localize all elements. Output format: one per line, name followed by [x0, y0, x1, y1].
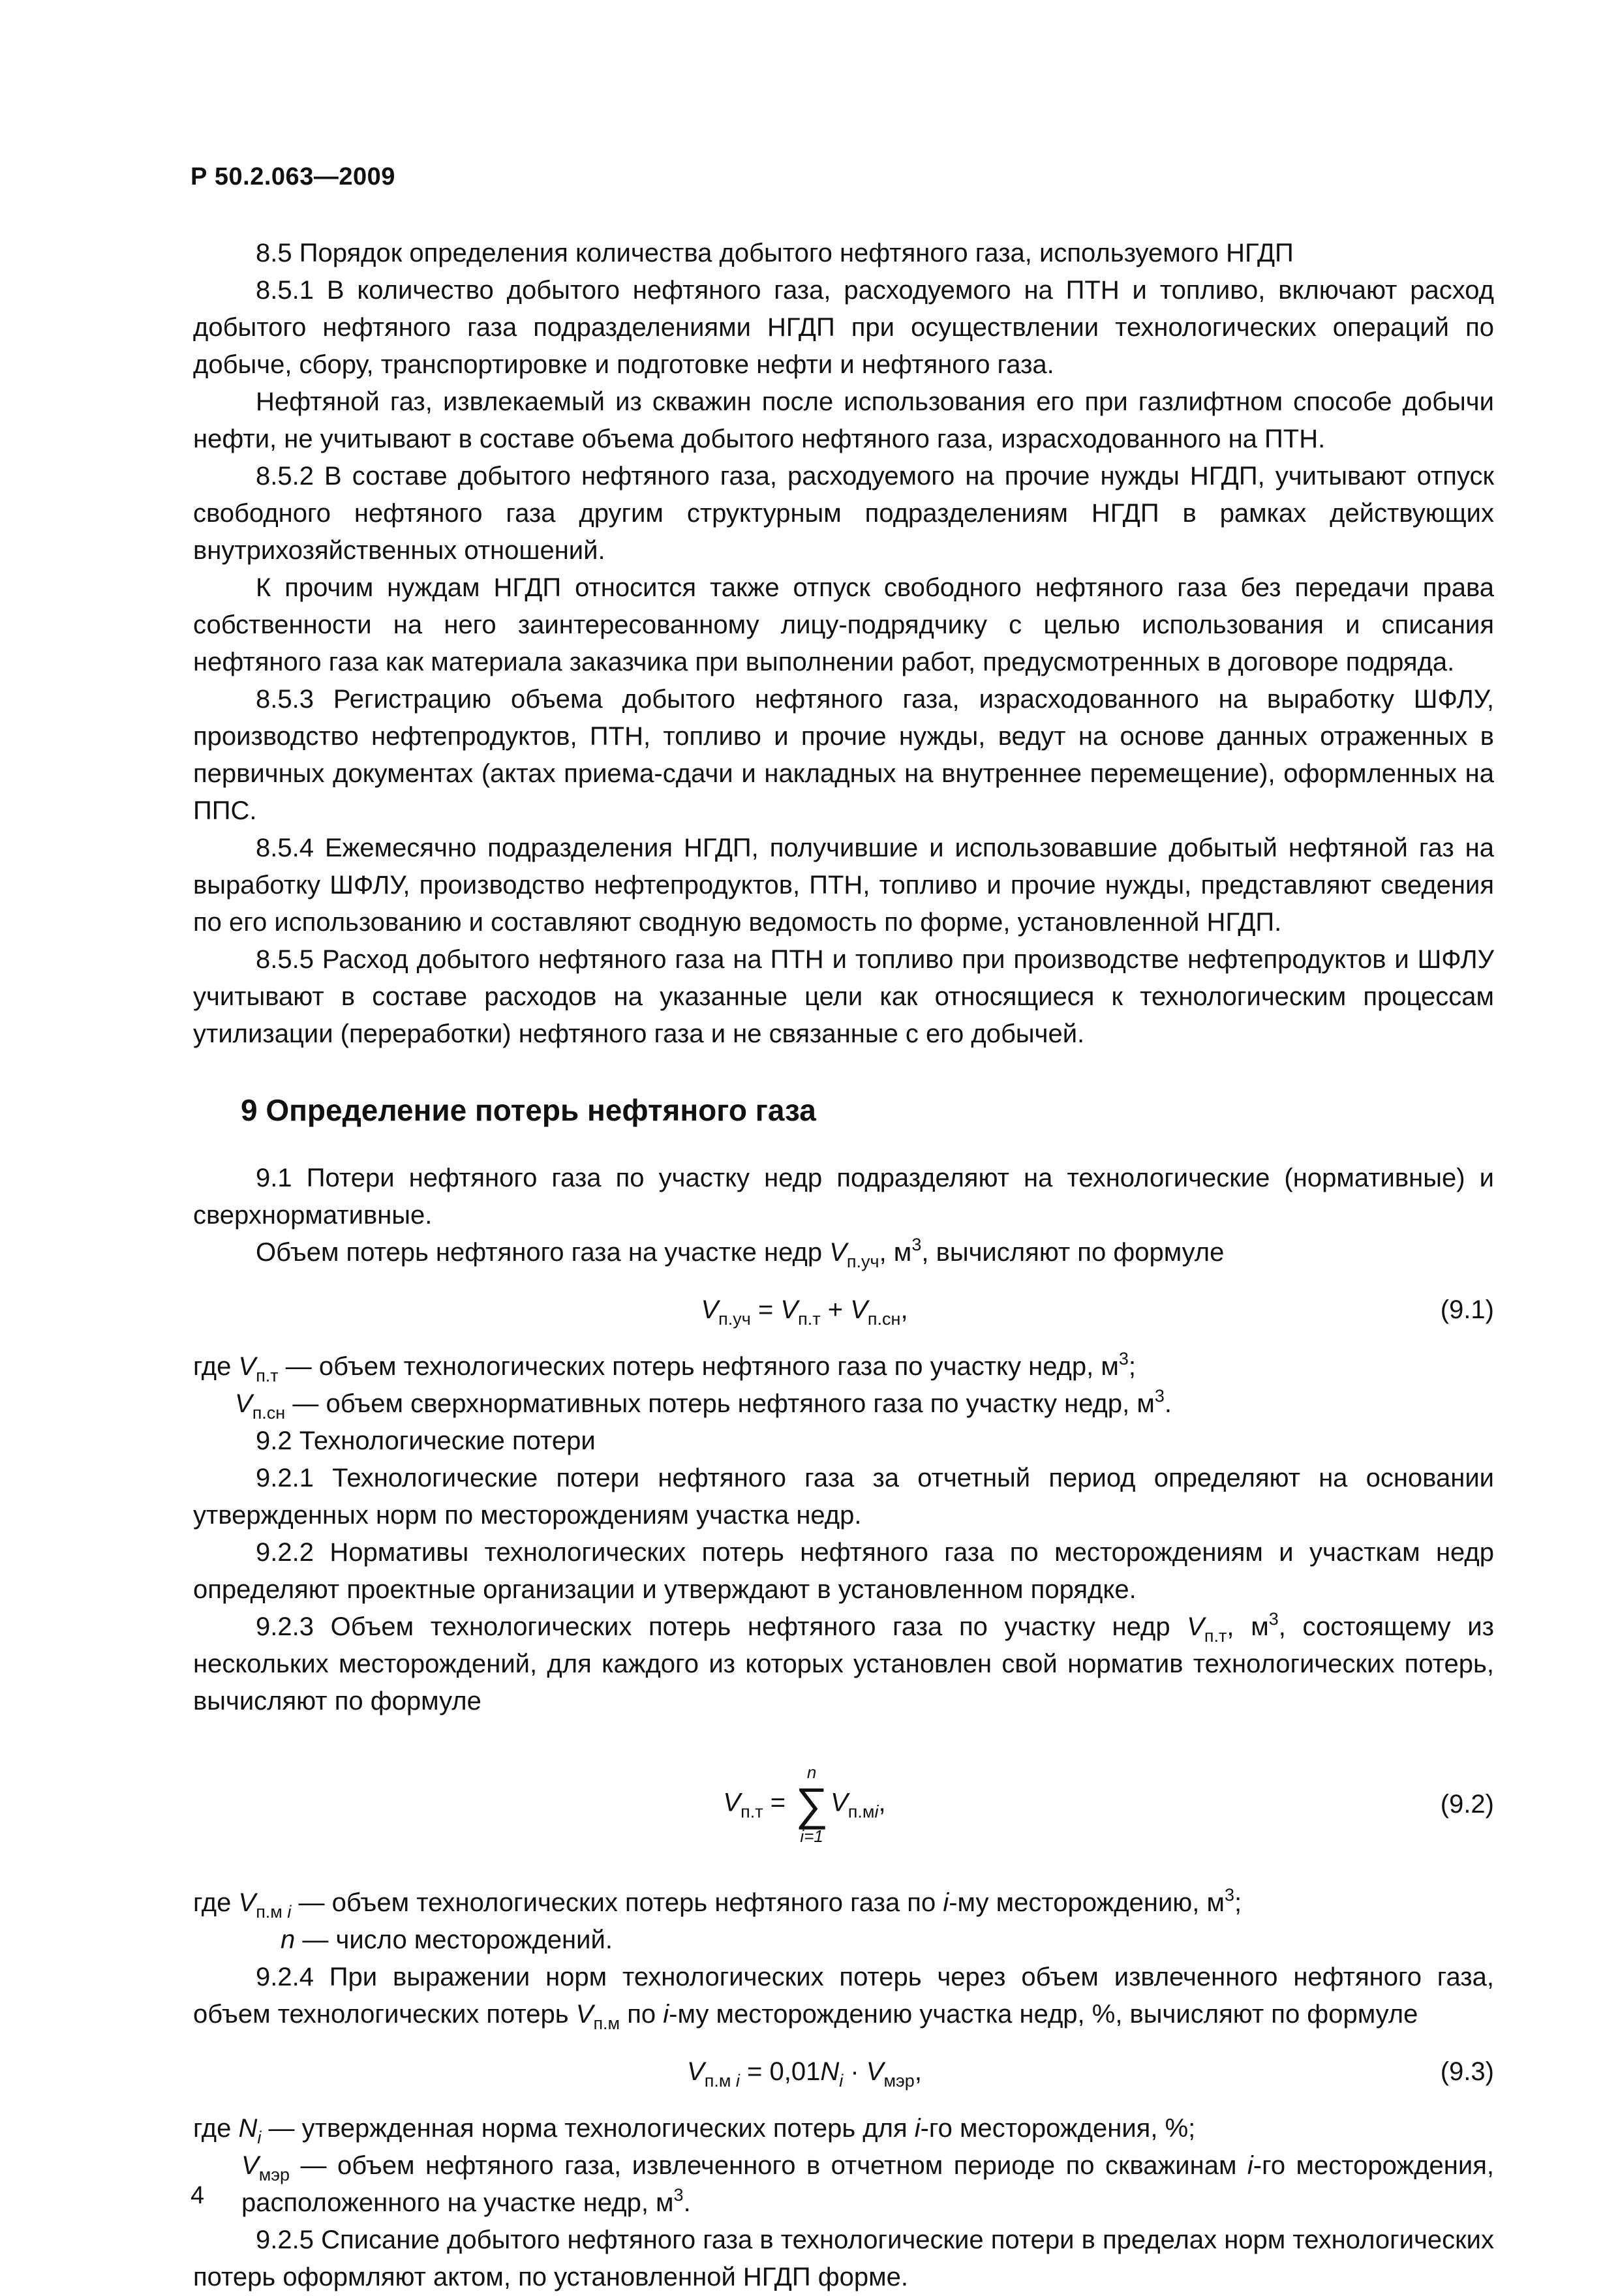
paragraph-9-2-3: 9.2.3 Объем технологических потерь нефтяного газа по участку недр $V_{п.т}$, $м^3$, состоящему из нескольких месторождений, для каждого из которых установлен свой норматив технологических потерь, вычисляют по формуле	[193, 1609, 1494, 1715]
paragraph-9-2-5: 9.2.5 Списание добытого нефтяного газа в технологические потери в пределах норм технологических потерь оформляют актом, по установленной НГДП форме.	[193, 2226, 1494, 2291]
paragraph-8-5-5: 8.5.5 Расход добытого нефтяного газа на ПТН и топливо при производстве нефтепродуктов и ШФЛУ учитывают в составе расходов на указанные цели как относящиеся к технологическим процессам утилизации (переработки) нефтяного газа и не связанные с его добычей.	[193, 945, 1494, 1048]
paragraph-9-2-4: 9.2.4 При выражении норм технологических потерь через объем извлеченного нефтяного газа, объем технологических потерь $V_{п.м}$ по i-му месторождению участка недр, %, вычисляют по формуле	[193, 1963, 1494, 2033]
formula-9-2	[193, 1742, 1494, 1866]
paragraph-8-5: 8.5 Порядок определения количества добытого нефтяного газа, используемого НГДП	[256, 239, 1294, 267]
formula-9-3-number: (9.3)	[1440, 2057, 1494, 2086]
formula-9-2-number: (9.2)	[1440, 1789, 1494, 1819]
formula-9-1-expression: $V_{п.уч} = V_{п.т} + V_{п.сн}$,	[701, 1295, 908, 1329]
where-v-mer: $V_{мэр}$ — объем нефтяного газа, извлеченного в отчетном периоде по скважинам i-го месторождения, расположенного на участке недр, $м^3$.	[241, 2151, 1494, 2217]
document-body	[193, 235, 1494, 2296]
summation-sign: n ∑ i=1	[795, 1762, 829, 1846]
formula-9-3-expression: $V_{п.м i} = 0,01N_i \cdot V_{мэр}$,	[687, 2057, 922, 2091]
where-v-psn: $V_{п.сн}$ — объем сверхнормативных потерь нефтяного газа по участку недр, $м^3$.	[235, 1386, 1172, 1423]
paragraph-9-1: 9.1 Потери нефтяного газа по участку недр подразделяют на технологические (нормативные) и сверхнормативные.	[193, 1164, 1494, 1230]
page-number: 4	[191, 2182, 205, 2209]
formula-9-3	[193, 2050, 1494, 2093]
paragraph-8-5-1: 8.5.1 В количество добытого нефтяного газа, расходуемого на ПТН и топливо, включают расход добытого нефтяного газа подразделениями НГДП при осуществлении технологических операций по добыче, сбору, транспортировке и подготовке нефти и нефтяного газа.	[193, 276, 1494, 379]
paragraph-9-2-1: 9.2.1 Технологические потери нефтяного газа за отчетный период определяют на основании утвержденных норм по месторождениям участка недр.	[193, 1464, 1494, 1530]
section-9-heading: 9 Определение потерь нефтяного газа	[241, 1093, 816, 1127]
paragraph-9-2: 9.2 Технологические потери	[256, 1427, 596, 1455]
formula-9-2-expression: $V_{п.т}$ = n ∑ i=1 $V_{п.мi}$,	[723, 1762, 886, 1846]
where-v-pm-i: где $V_{п.м i}$ — объем технологических потерь нефтяного газа по i-му месторождению, $м^3$;	[193, 1885, 1242, 1922]
paragraph-other-needs: К прочим нуждам НГДП относится также отпуск свободного нефтяного газа без передачи права собственности на него заинтересованному лицу-подрядчику с целью использования и списания нефтяного газа как материала заказчика при выполнении работ, предусмотренных в договоре подряда.	[193, 573, 1494, 676]
paragraph-8-5-3: 8.5.3 Регистрацию объема добытого нефтяного газа, израсходованного на выработку ШФЛУ, производство нефтепродуктов, ПТН, топливо и прочие нужды, ведут на основе данных отраженных в первичных документах (актах приема-сдачи и накладных на внутреннее перемещение), оформленных на ППС.	[193, 685, 1494, 825]
where-n: n — число месторождений.	[281, 1926, 613, 1954]
paragraph-8-5-4: 8.5.4 Ежемесячно подразделения НГДП, получившие и использовавшие добытый нефтяной газ на выработку ШФЛУ, производство нефтепродуктов, ПТН, топливо и прочие нужды, представляют сведения по его использованию и составляют сводную ведомость по форме, установленной НГДП.	[193, 834, 1494, 937]
where-n-i: где $N_i$ — утвержденная норма технологических потерь для i-го месторождения, %;	[193, 2114, 1196, 2147]
paragraph-formula-intro-9-1: Объем потерь нефтяного газа на участке недр $V_{п.уч}$, $м^3$, вычисляют по формуле	[256, 1235, 1225, 1271]
paragraph-9-2-2: 9.2.2 Нормативы технологических потерь нефтяного газа по месторождениям и участкам недр определяют проектные организации и утверждают в установленном порядке.	[193, 1538, 1494, 1604]
paragraph-8-5-2: 8.5.2 В составе добытого нефтяного газа, расходуемого на прочие нужды НГДП, учитывают отпуск свободного нефтяного газа другим структурным подразделениям НГДП в рамках действующих внутрихозяйственных отношений.	[193, 462, 1494, 565]
formula-9-1	[193, 1288, 1494, 1331]
document-header: Р 50.2.063—2009	[191, 163, 395, 190]
formula-9-1-number: (9.1)	[1440, 1295, 1494, 1324]
where-v-pt: где $V_{п.т}$ — объем технологических потерь нефтяного газа по участку недр, $м^3$;	[193, 1349, 1137, 1385]
paragraph-gaslift-note: Нефтяной газ, извлекаемый из скважин после использования его при газлифтном способе добычи нефти, не учитывают в составе объема добытого нефтяного газа, израсходованного на ПТН.	[193, 387, 1494, 453]
